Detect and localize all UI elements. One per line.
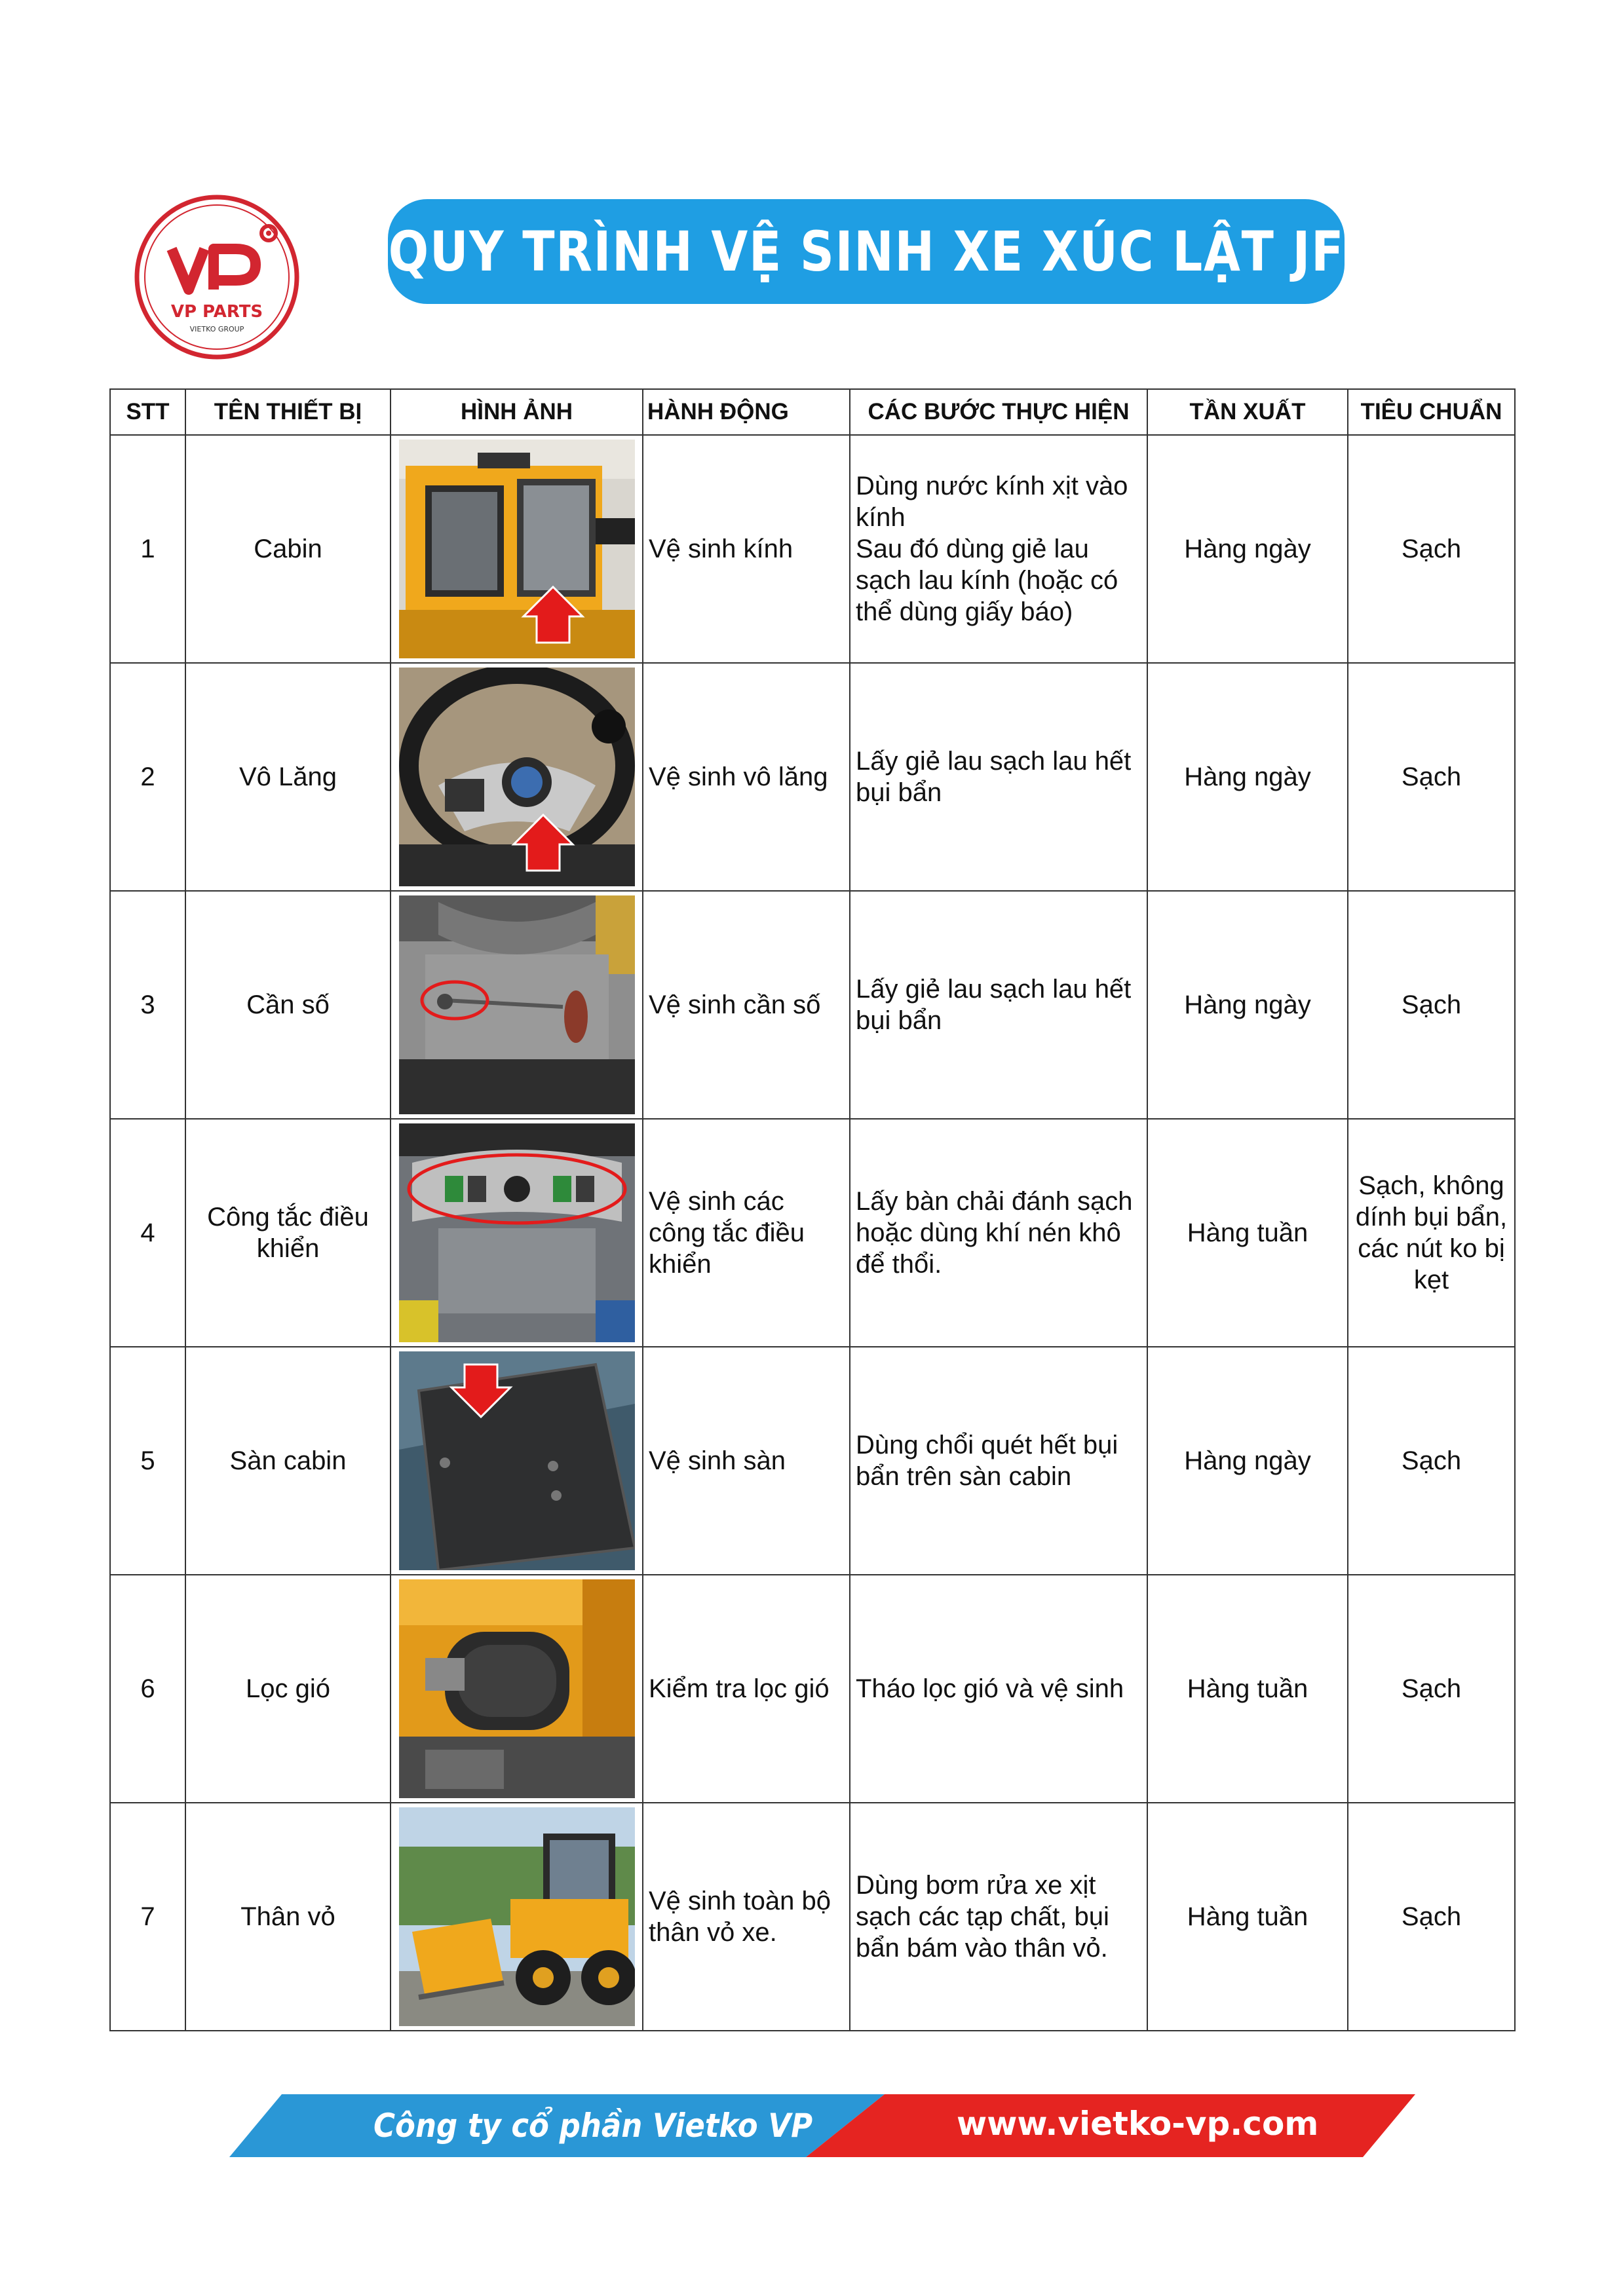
row-stt: 2 xyxy=(110,663,185,891)
header-action: HÀNH ĐỘNG xyxy=(643,389,850,435)
step-text: Dùng nước kính xịt vào kính xyxy=(856,472,1128,532)
row-action: Vệ sinh kính xyxy=(643,435,850,663)
row-steps xyxy=(850,1803,1147,2031)
cleaning-procedure-table xyxy=(109,388,1516,2031)
table-header-row xyxy=(110,389,1515,435)
step-text: Tháo lọc gió và vệ sinh xyxy=(856,1674,1124,1703)
row-action: Vệ sinh cần số xyxy=(643,891,850,1119)
row-frequency: Hàng ngày xyxy=(1147,891,1348,1119)
row-device: Cabin xyxy=(185,435,391,663)
row-steps xyxy=(850,435,1147,663)
row-stt: 4 xyxy=(110,1119,185,1347)
svg-text:VIETKO GROUP: VIETKO GROUP xyxy=(189,325,244,333)
title-banner xyxy=(388,199,1345,304)
row-frequency: Hàng tuần xyxy=(1147,1803,1348,2031)
header-device: TÊN THIẾT BỊ xyxy=(185,389,391,435)
steering-wheel-photo xyxy=(399,668,635,886)
table-row xyxy=(110,435,1515,663)
step-text: Dùng bơm rửa xe xịt sạch các tạp chất, bụi bẩn bám vào thân vỏ. xyxy=(856,1871,1109,1963)
svg-text:VP PARTS: VP PARTS xyxy=(170,302,263,322)
header-stt: STT xyxy=(110,389,185,435)
footer-company-name: Công ty cổ phần Vietko VP xyxy=(373,2107,813,2145)
step-text: Dùng chổi quét hết bụi bẩn trên sàn cabin xyxy=(856,1431,1118,1491)
row-stt: 7 xyxy=(110,1803,185,2031)
table-row xyxy=(110,891,1515,1119)
row-stt: 3 xyxy=(110,891,185,1119)
row-steps xyxy=(850,663,1147,891)
table-row xyxy=(110,1347,1515,1575)
row-action: Vệ sinh các công tắc điều khiển xyxy=(643,1119,850,1347)
row-frequency: Hàng tuần xyxy=(1147,1119,1348,1347)
control-switch-photo xyxy=(399,1123,635,1342)
cabin-floor-photo xyxy=(399,1351,635,1570)
cabin-photo xyxy=(399,440,635,658)
row-frequency: Hàng ngày xyxy=(1147,435,1348,663)
row-stt: 5 xyxy=(110,1347,185,1575)
row-action: Vệ sinh toàn bộ thân vỏ xe. xyxy=(643,1803,850,2031)
header-frequency: TẦN XUẤT xyxy=(1147,389,1348,435)
row-device: Cần số xyxy=(185,891,391,1119)
row-standard: Sạch, không dính bụi bẩn, các nút ko bị kẹt xyxy=(1348,1119,1515,1347)
row-frequency: Hàng tuần xyxy=(1147,1575,1348,1803)
table-row xyxy=(110,1119,1515,1347)
row-action: Vệ sinh sàn xyxy=(643,1347,850,1575)
row-standard: Sạch xyxy=(1348,663,1515,891)
row-steps xyxy=(850,891,1147,1119)
row-device: Vô Lăng xyxy=(185,663,391,891)
loader-body-photo xyxy=(399,1807,635,2026)
table-row xyxy=(110,663,1515,891)
gear-lever-photo xyxy=(399,895,635,1114)
row-steps xyxy=(850,1119,1147,1347)
row-steps xyxy=(850,1347,1147,1575)
row-device: Công tắc điều khiển xyxy=(185,1119,391,1347)
footer-banner xyxy=(229,2094,1415,2157)
row-standard: Sạch xyxy=(1348,435,1515,663)
page-title: QUY TRÌNH VỆ SINH XE XÚC LẬT JF xyxy=(388,219,1345,284)
row-standard: Sạch xyxy=(1348,891,1515,1119)
air-filter-photo xyxy=(399,1579,635,1798)
row-frequency: Hàng ngày xyxy=(1147,663,1348,891)
row-action: Kiểm tra lọc gió xyxy=(643,1575,850,1803)
header-standard: TIÊU CHUẨN xyxy=(1348,389,1515,435)
row-stt: 1 xyxy=(110,435,185,663)
row-device: Sàn cabin xyxy=(185,1347,391,1575)
row-device: Lọc gió xyxy=(185,1575,391,1803)
table-row xyxy=(110,1803,1515,2031)
row-device: Thân vỏ xyxy=(185,1803,391,2031)
step-text: Lấy giẻ lau sạch lau hết bụi bẩn xyxy=(856,975,1132,1035)
header-image: HÌNH ẢNH xyxy=(391,389,643,435)
row-stt: 6 xyxy=(110,1575,185,1803)
table-row xyxy=(110,1575,1515,1803)
step-text: Sau đó dùng giẻ lau sạch lau kính (hoặc có thể dùng giấy báo) xyxy=(856,535,1118,626)
row-frequency: Hàng ngày xyxy=(1147,1347,1348,1575)
footer-website-link[interactable]: www.vietko-vp.com xyxy=(957,2105,1319,2143)
row-steps xyxy=(850,1575,1147,1803)
row-standard: Sạch xyxy=(1348,1575,1515,1803)
header-steps: CÁC BƯỚC THỰC HIỆN xyxy=(850,389,1147,435)
step-text: Lấy bàn chải đánh sạch hoặc dùng khí nén khô để thổi. xyxy=(856,1187,1133,1279)
vp-parts-logo xyxy=(131,191,303,363)
row-standard: Sạch xyxy=(1348,1803,1515,2031)
step-text: Lấy giẻ lau sạch lau hết bụi bẩn xyxy=(856,747,1132,807)
row-standard: Sạch xyxy=(1348,1347,1515,1575)
row-action: Vệ sinh vô lăng xyxy=(643,663,850,891)
